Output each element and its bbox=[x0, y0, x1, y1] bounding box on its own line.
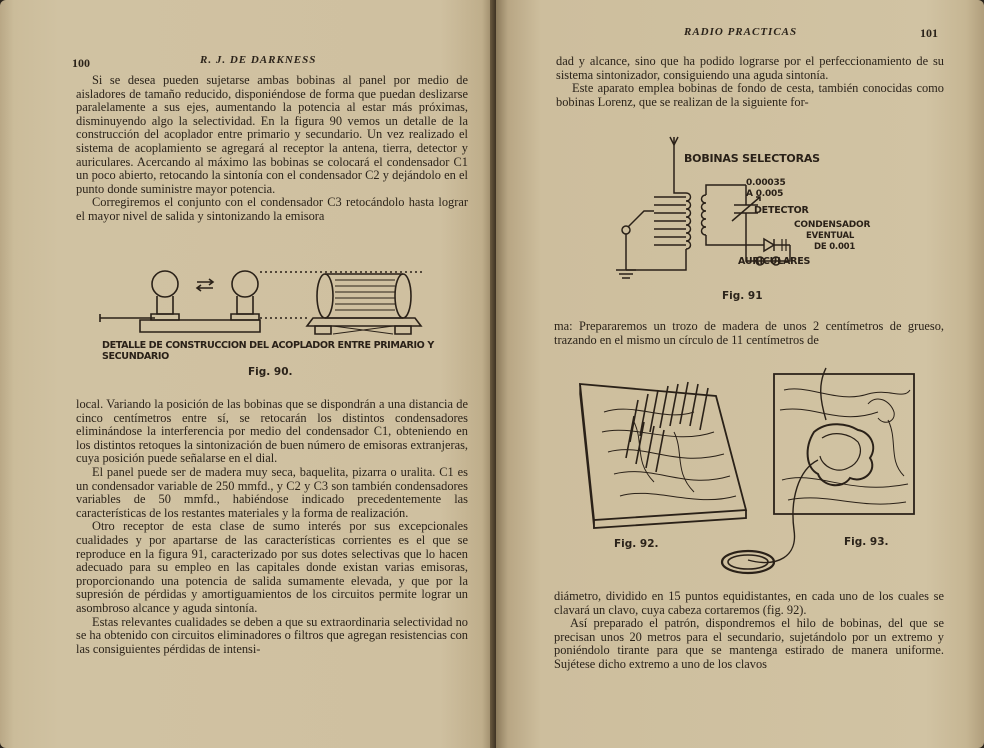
left-running-head: R. J. DE DARKNESS bbox=[200, 54, 317, 66]
fig92-caption: Fig. 92. bbox=[614, 538, 659, 550]
paragraph: Así preparado el patrón, dispondremos el hilo de bobinas, del que se precisan unos 20 metros para el secundario, sujetándolo por un extremo y poniéndolo tirante para que se mantenga estirado de manera uniforme. Sujétese dicho extremo a uno de los clavos bbox=[554, 616, 944, 671]
paragraph: Este aparato emplea bobinas de fondo de cesta, también conocidas como bobinas Lorenz, que se realizan de la siguiente for- bbox=[556, 81, 944, 109]
fig93-board-with-coil bbox=[718, 360, 928, 585]
right-running-head: RADIO PRACTICAS bbox=[684, 26, 798, 38]
left-top-text bbox=[76, 74, 468, 224]
fig91-label-detector: DETECTOR bbox=[754, 205, 809, 216]
fig91-label-eventual: EVENTUAL bbox=[806, 231, 855, 241]
fig91-label-cap-min: 0.00035 bbox=[746, 178, 786, 188]
fig91-label-bobinas: BOBINAS SELECTORAS bbox=[684, 152, 820, 165]
right-bottom-text bbox=[554, 590, 944, 672]
paragraph: Estas relevantes cualidades se deben a que su extraordinaria selectividad no se ha obtenido con circuitos eliminadores o filtros que agregan resistencias con las consiguientes pérdidas de intensi- bbox=[76, 614, 468, 656]
right-top-text bbox=[556, 55, 944, 109]
fig90-coupler-drawing bbox=[95, 262, 455, 342]
paragraph: Si se desea pueden sujetarse ambas bobinas al panel por medio de aisladores de tamaño reducido, disponiéndose de forma que puedan deslizarse paralelamente a sus ejes, aumentando la potencia al estar más próximas, disminuyendo algo la selectividad. En la figura 90 vemos un detalle de la construcción del acoplador entre primario y secundario. Un vez realizado el sistema de acoplamiento se agregará al receptor la antena, tierra, detector y auriculares. Acercando al máximo las bobinas se colocará el condensador C1 un poco abierto, retocando la sintonía con el condensador C2 y dejándolo en el punto donde suministre mayor potencia. bbox=[76, 73, 468, 196]
fig91-label-cap-max: A 0.005 bbox=[746, 189, 784, 199]
paragraph: dad y alcance, sino que ha podido lograrse por el perfeccionamiento de su sistema sintonizador, consiguiendo una aguda sintonía. bbox=[556, 54, 944, 82]
fig91-label-auriculares: AURICULARES bbox=[738, 256, 811, 267]
fig91-label-value: DE 0.001 bbox=[814, 242, 856, 252]
right-page bbox=[496, 0, 984, 748]
fig90-label: DETALLE DE CONSTRUCCION DEL ACOPLADOR ENTRE PRIMARIO Y SECUNDARIO bbox=[102, 340, 434, 362]
fig91-label-condensador: CONDENSADOR bbox=[794, 220, 871, 230]
paragraph: diámetro, dividido en 15 puntos equidistantes, en cada uno de los cuales se clavará un clavo, cuya cabeza cortaremos (fig. 92). bbox=[554, 589, 944, 617]
paragraph: Corregiremos el conjunto con el condensador C3 retocándolo hasta lograr el mayor nivel de salida y sintonizando la emisora bbox=[76, 195, 468, 223]
right-page-number: 101 bbox=[920, 26, 938, 40]
fig91-caption: Fig. 91 bbox=[722, 290, 763, 302]
right-middle-text bbox=[554, 320, 944, 347]
paragraph: local. Variando la posición de las bobinas que se dispondrán a una distancia de cinco centímetros entre sí, se retocarán los distintos condensadores eliminándose la interferencia por medio del condensador C1, obteniendo en los distintos retoques la sintonización de buen número de emisoras extranjeras, cuya posición puede señalarse en el dial. bbox=[76, 397, 468, 466]
left-bottom-text bbox=[76, 398, 468, 656]
paragraph: El panel puede ser de madera muy seca, baquelita, pizarra o uralita. C1 es un condensador variable de 250 mmfd., y C2 y C3 son también condensadores variables de 50 mmfd., habiéndose indicado precedentemente las características de los restantes materiales y la forma de realización. bbox=[76, 464, 468, 520]
paragraph: Otro receptor de esta clase de sumo interés por sus excepcionales cualidades y por apartarse de las características corrientes es el que se reproduce en la figura 91, caracterizado por sus dotes selectivas que lo hacen adecuado para su empleo en las capitales donde existan varias emisoras, proporcionando una potencia de salida sumamente elevada, y que por la supresión de pérdidas y amortiguamientos de los circuitos permite lograr un asombroso alcance y aguda sintonía. bbox=[76, 519, 468, 615]
left-page-number: 100 bbox=[72, 56, 90, 70]
fig93-caption: Fig. 93. bbox=[844, 536, 889, 548]
paragraph: ma: Prepararemos un trozo de madera de unos 2 centímetros de grueso, trazando en el mismo un círculo de 11 centímetros de bbox=[554, 319, 944, 347]
fig90-caption: Fig. 90. bbox=[248, 366, 293, 378]
